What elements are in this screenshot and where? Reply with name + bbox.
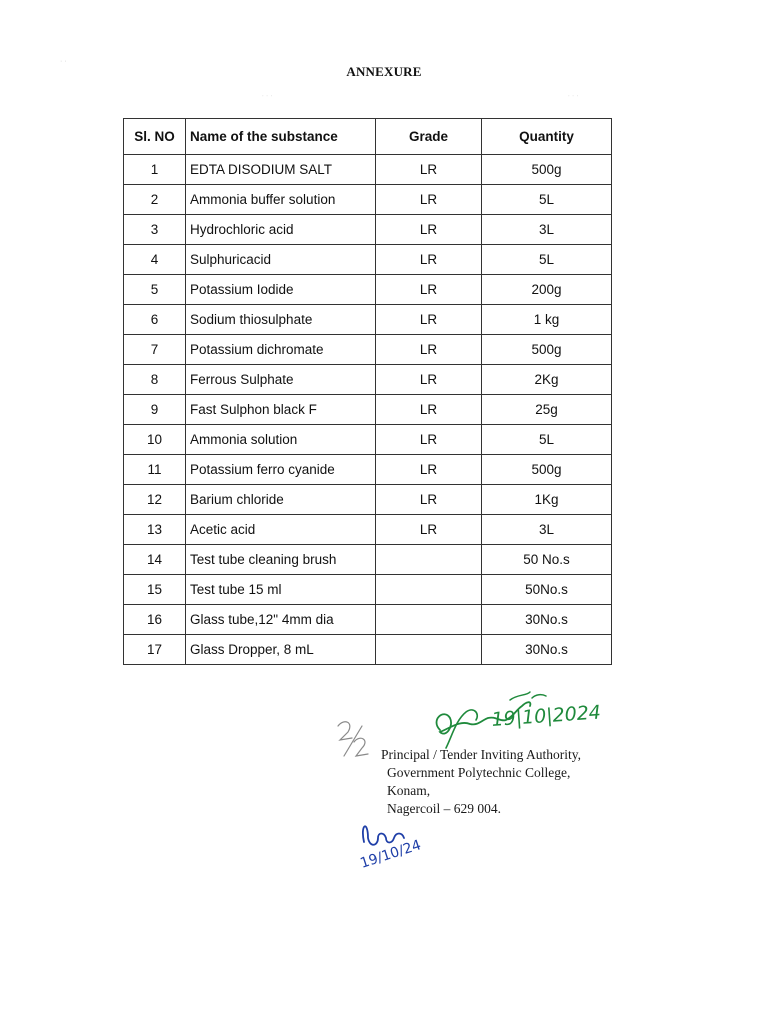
cell-substance: Test tube cleaning brush — [186, 545, 376, 575]
header-substance: Name of the substance — [186, 119, 376, 155]
signatory-line-3: Konam, — [387, 783, 431, 798]
cell-grade: LR — [376, 515, 482, 545]
cell-substance: Acetic acid — [186, 515, 376, 545]
cell-substance: Hydrochloric acid — [186, 215, 376, 245]
svg-text:19|10|2024: 19|10|2024 — [490, 701, 602, 731]
cell-quantity: 5L — [482, 425, 612, 455]
table-row — [124, 635, 612, 665]
table-row — [124, 335, 612, 365]
cell-substance: Glass Dropper, 8 mL — [186, 635, 376, 665]
table-row — [124, 395, 612, 425]
cell-sl-no: 1 — [124, 155, 186, 185]
cell-sl-no: 6 — [124, 305, 186, 335]
cell-substance: Glass tube,12" 4mm dia — [186, 605, 376, 635]
table-row — [124, 245, 612, 275]
cell-sl-no: 8 — [124, 365, 186, 395]
cell-grade: LR — [376, 395, 482, 425]
table-row — [124, 605, 612, 635]
table-row — [124, 425, 612, 455]
cell-quantity: 500g — [482, 155, 612, 185]
table-row — [124, 305, 612, 335]
cell-quantity: 50 No.s — [482, 545, 612, 575]
cell-grade: LR — [376, 185, 482, 215]
cell-substance: Ammonia buffer solution — [186, 185, 376, 215]
cell-sl-no: 5 — [124, 275, 186, 305]
signatory-line-1: Principal / Tender Inviting Authority, — [381, 747, 582, 762]
cell-sl-no: 9 — [124, 395, 186, 425]
scan-speck: · · — [60, 58, 67, 65]
signatory-line-4: Nagercoil – 629 004. — [387, 801, 501, 816]
cell-sl-no: 10 — [124, 425, 186, 455]
signatory-block — [381, 746, 581, 818]
cell-quantity: 1 kg — [482, 305, 612, 335]
cell-quantity: 30No.s — [482, 605, 612, 635]
cell-substance: Sulphuricacid — [186, 245, 376, 275]
cell-quantity: 30No.s — [482, 635, 612, 665]
scan-speck: ˙ ˙ ˙ — [262, 96, 273, 103]
cell-substance: Ammonia solution — [186, 425, 376, 455]
document-title: ANNEXURE — [346, 64, 422, 79]
page-mark-handwritten — [334, 718, 374, 760]
cell-substance: Fast Sulphon black F — [186, 395, 376, 425]
cell-quantity: 5L — [482, 185, 612, 215]
cell-grade — [376, 545, 482, 575]
cell-substance: Sodium thiosulphate — [186, 305, 376, 335]
cell-substance: Potassium dichromate — [186, 335, 376, 365]
cell-sl-no: 11 — [124, 455, 186, 485]
cell-substance: Ferrous Sulphate — [186, 365, 376, 395]
cell-sl-no: 7 — [124, 335, 186, 365]
cell-substance: Test tube 15 ml — [186, 575, 376, 605]
cell-sl-no: 4 — [124, 245, 186, 275]
table-row — [124, 365, 612, 395]
cell-grade: LR — [376, 485, 482, 515]
cell-sl-no: 13 — [124, 515, 186, 545]
cell-grade — [376, 635, 482, 665]
cell-grade: LR — [376, 275, 482, 305]
table-body — [124, 155, 612, 665]
table-row — [124, 545, 612, 575]
cell-substance: Potassium ferro cyanide — [186, 455, 376, 485]
table-row — [124, 275, 612, 305]
cell-grade: LR — [376, 335, 482, 365]
cell-quantity: 3L — [482, 215, 612, 245]
header-grade: Grade — [376, 119, 482, 155]
cell-grade: LR — [376, 305, 482, 335]
cell-quantity: 5L — [482, 245, 612, 275]
cell-quantity: 3L — [482, 515, 612, 545]
table-row — [124, 485, 612, 515]
cell-quantity: 25g — [482, 395, 612, 425]
cell-sl-no: 16 — [124, 605, 186, 635]
table-row — [124, 215, 612, 245]
cell-substance: EDTA DISODIUM SALT — [186, 155, 376, 185]
substance-table — [123, 118, 612, 665]
cell-grade — [376, 575, 482, 605]
cell-sl-no: 12 — [124, 485, 186, 515]
table-row — [124, 515, 612, 545]
cell-grade: LR — [376, 245, 482, 275]
svg-text:19/10/24: 19/10/24 — [358, 837, 424, 872]
table-row — [124, 575, 612, 605]
signature — [426, 690, 616, 752]
cell-substance: Barium chloride — [186, 485, 376, 515]
signatory-line-2: Government Polytechnic College, — [387, 765, 571, 780]
initials-stamp — [356, 818, 426, 874]
table-header-row — [124, 119, 612, 155]
cell-grade: LR — [376, 455, 482, 485]
header-quantity: Quantity — [482, 119, 612, 155]
cell-sl-no: 14 — [124, 545, 186, 575]
cell-quantity: 1Kg — [482, 485, 612, 515]
cell-quantity: 50No.s — [482, 575, 612, 605]
cell-grade: LR — [376, 365, 482, 395]
cell-quantity: 2Kg — [482, 365, 612, 395]
table-row — [124, 455, 612, 485]
table-row — [124, 155, 612, 185]
cell-quantity: 200g — [482, 275, 612, 305]
cell-substance: Potassium Iodide — [186, 275, 376, 305]
table-row — [124, 185, 612, 215]
cell-grade: LR — [376, 155, 482, 185]
cell-grade: LR — [376, 425, 482, 455]
cell-sl-no: 15 — [124, 575, 186, 605]
cell-sl-no: 3 — [124, 215, 186, 245]
cell-grade — [376, 605, 482, 635]
header-sl-no: Sl. NO — [124, 119, 186, 155]
scan-speck: ˙ ˙ ˙ — [568, 96, 579, 103]
cell-sl-no: 17 — [124, 635, 186, 665]
cell-quantity: 500g — [482, 335, 612, 365]
cell-grade: LR — [376, 215, 482, 245]
cell-sl-no: 2 — [124, 185, 186, 215]
cell-quantity: 500g — [482, 455, 612, 485]
